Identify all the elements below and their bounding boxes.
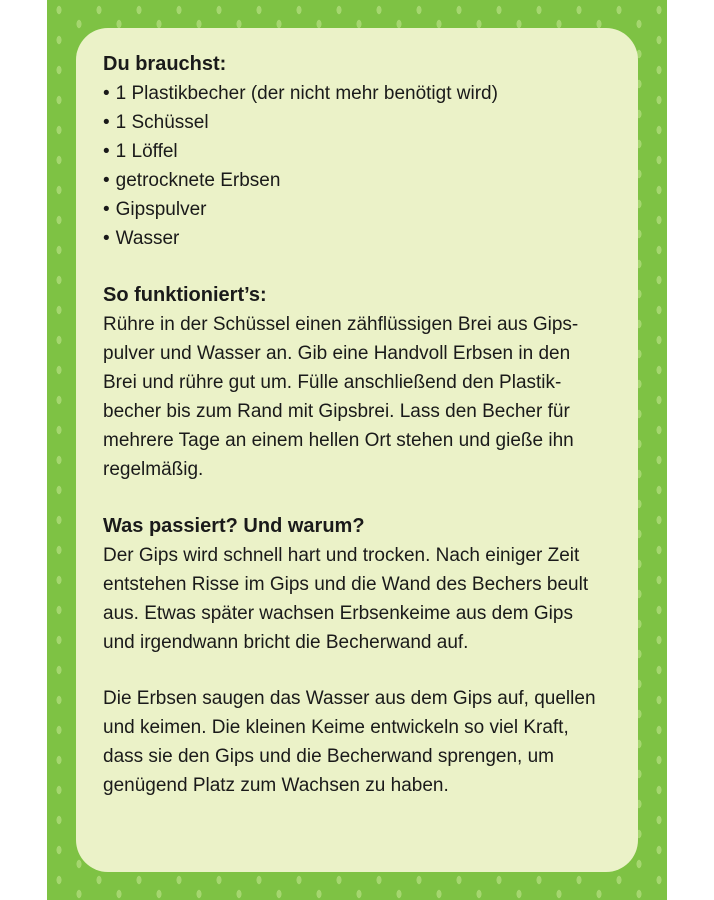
text-line: pulver und Wasser an. Gib eine Handvoll Erbsen in den bbox=[103, 343, 571, 364]
text-line: entstehen Risse im Gips und die Wand des Bechers beult bbox=[103, 574, 589, 595]
materials-heading: Du brauchst: bbox=[103, 53, 227, 75]
instructions-text bbox=[103, 310, 613, 484]
instructions-heading: So funktioniert’s: bbox=[103, 284, 267, 306]
materials-item: • 1 Löffel bbox=[103, 137, 613, 166]
text-line: aus. Etwas später wachsen Erbsenkeime aus dem Gips bbox=[103, 603, 573, 624]
text-line: Die Erbsen saugen das Wasser aus dem Gips auf, quellen bbox=[103, 688, 596, 709]
materials-item: • Wasser bbox=[103, 224, 613, 253]
card-content bbox=[103, 50, 613, 800]
explanation-paragraph-2 bbox=[103, 684, 613, 800]
text-line: und keimen. Die kleinen Keime entwickeln so viel Kraft, bbox=[103, 717, 569, 738]
materials-section bbox=[103, 50, 613, 253]
explanation-paragraph-1 bbox=[103, 541, 613, 657]
explanation-section bbox=[103, 512, 613, 800]
text-line: genügend Platz zum Wachsen zu haben. bbox=[103, 775, 449, 796]
text-line: Der Gips wird schnell hart und trocken. Nach einiger Zeit bbox=[103, 545, 580, 566]
explanation-heading: Was passiert? Und warum? bbox=[103, 515, 365, 537]
materials-item: • 1 Schüssel bbox=[103, 108, 613, 137]
materials-item: • getrocknete Erbsen bbox=[103, 166, 613, 195]
instructions-section bbox=[103, 281, 613, 484]
text-line: becher bis zum Rand mit Gipsbrei. Lass den Becher für bbox=[103, 401, 570, 422]
text-line: und irgendwann bricht die Becherwand auf. bbox=[103, 632, 469, 653]
materials-list bbox=[103, 79, 613, 253]
text-line: regelmäßig. bbox=[103, 459, 204, 480]
text-line: dass sie den Gips und die Becherwand sprengen, um bbox=[103, 746, 554, 767]
materials-item: • 1 Plastikbecher (der nicht mehr benötigt wird) bbox=[103, 79, 613, 108]
text-line: Rühre in der Schüssel einen zähflüssigen Brei aus Gips- bbox=[103, 314, 579, 335]
text-line: mehrere Tage an einem hellen Ort stehen und gieße ihn bbox=[103, 430, 574, 451]
materials-item: • Gipspulver bbox=[103, 195, 613, 224]
text-line: Brei und rühre gut um. Fülle anschließend den Plastik- bbox=[103, 372, 562, 393]
